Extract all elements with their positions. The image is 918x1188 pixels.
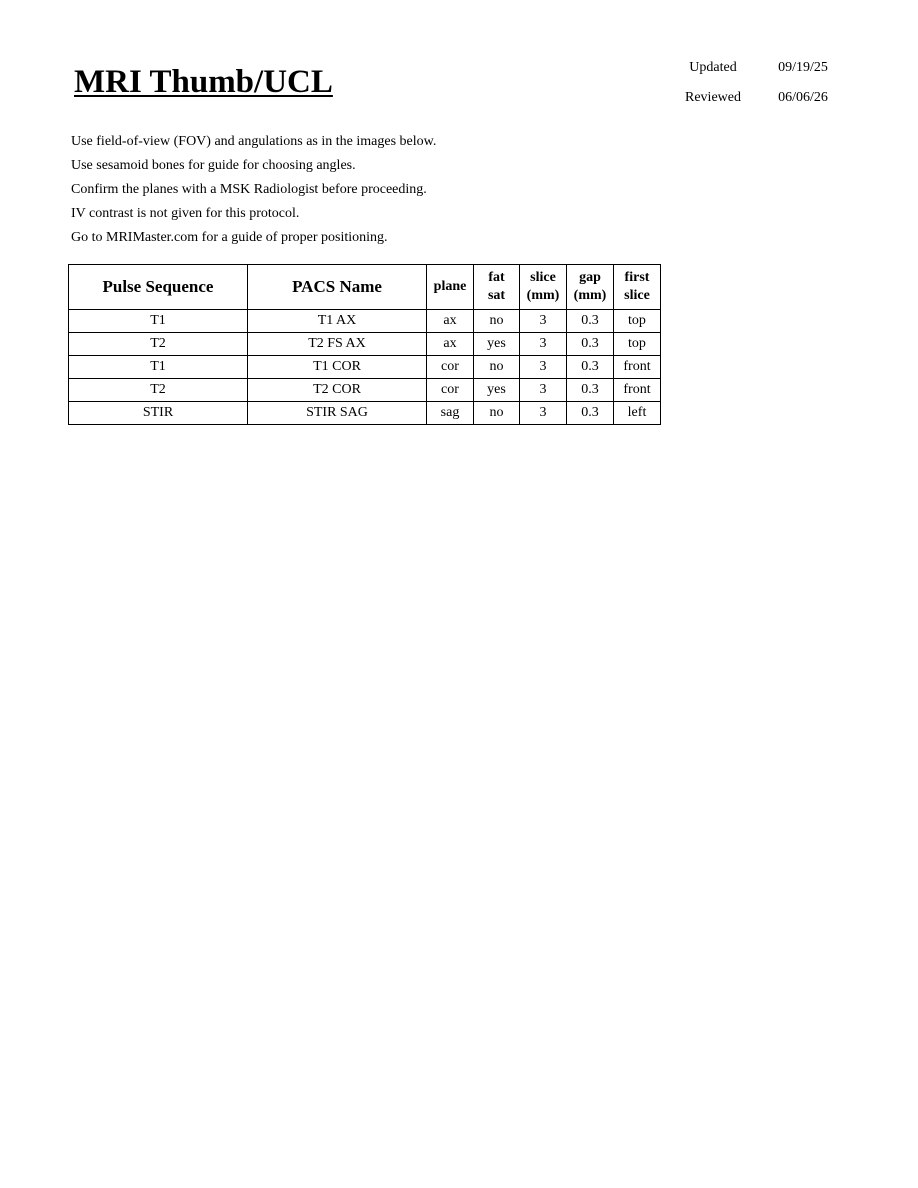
cell-plane: cor (427, 379, 474, 402)
cell-pacs-name: T1 COR (248, 356, 427, 379)
cell-fat-sat: no (474, 402, 520, 425)
updated-label: Updated (689, 60, 737, 75)
cell-plane: ax (427, 310, 474, 333)
header-slice (520, 265, 567, 310)
cell-pulse-sequence: T1 (69, 310, 248, 333)
header-slice-line2: (mm) (526, 288, 560, 303)
page-title: MRI Thumb/UCL (74, 64, 333, 100)
cell-gap: 0.3 (567, 356, 614, 379)
cell-pulse-sequence: T2 (69, 333, 248, 356)
cell-first-slice: top (614, 310, 661, 333)
cell-slice: 3 (520, 356, 567, 379)
cell-fat-sat: yes (474, 379, 520, 402)
header-pacs-name: PACS Name (248, 265, 427, 310)
header-gap-line2: (mm) (573, 288, 607, 303)
updated-date: 09/19/25 (778, 60, 828, 75)
cell-pacs-name: STIR SAG (248, 402, 427, 425)
cell-gap: 0.3 (567, 333, 614, 356)
table-row (69, 402, 661, 425)
instruction-item: Confirm the planes with a MSK Radiologist before proceeding. (71, 182, 427, 197)
header-slice-line1: slice (530, 270, 556, 285)
cell-gap: 0.3 (567, 310, 614, 333)
header-first-slice-line1: first (624, 270, 650, 285)
protocol-table (68, 264, 661, 425)
table-header-row (69, 265, 661, 310)
reviewed-date: 06/06/26 (778, 90, 828, 105)
instruction-item: Go to MRIMaster.com for a guide of proper positioning. (71, 230, 388, 245)
header-first-slice (614, 265, 661, 310)
cell-slice: 3 (520, 333, 567, 356)
cell-plane: cor (427, 356, 474, 379)
header-plane: plane (427, 265, 474, 310)
instruction-item: Use sesamoid bones for guide for choosing angles. (71, 158, 356, 173)
reviewed-label: Reviewed (685, 90, 741, 105)
cell-pacs-name: T2 COR (248, 379, 427, 402)
cell-slice: 3 (520, 379, 567, 402)
cell-pulse-sequence: T2 (69, 379, 248, 402)
instructions-list (71, 133, 436, 253)
table-row (69, 333, 661, 356)
cell-plane: sag (427, 402, 474, 425)
header-pulse-sequence: Pulse Sequence (69, 265, 248, 310)
cell-fat-sat: no (474, 310, 520, 333)
header-gap-line1: gap (579, 270, 601, 285)
header-fat-sat (474, 265, 520, 310)
cell-slice: 3 (520, 310, 567, 333)
cell-pulse-sequence: T1 (69, 356, 248, 379)
cell-pulse-sequence: STIR (69, 402, 248, 425)
cell-slice: 3 (520, 402, 567, 425)
header-first-slice-line2: slice (624, 288, 650, 303)
cell-pacs-name: T2 FS AX (248, 333, 427, 356)
cell-first-slice: left (614, 402, 661, 425)
table-row (69, 310, 661, 333)
cell-gap: 0.3 (567, 379, 614, 402)
header-fat-sat-line2: sat (487, 288, 506, 303)
header-gap (567, 265, 614, 310)
header-fat-sat-line1: fat (488, 270, 505, 285)
cell-first-slice: front (614, 356, 661, 379)
cell-fat-sat: no (474, 356, 520, 379)
cell-gap: 0.3 (567, 402, 614, 425)
table-row (69, 356, 661, 379)
instruction-item: Use field-of-view (FOV) and angulations as in the images below. (71, 134, 437, 149)
cell-fat-sat: yes (474, 333, 520, 356)
table-row (69, 379, 661, 402)
cell-first-slice: front (614, 379, 661, 402)
instruction-item: IV contrast is not given for this protocol. (71, 206, 300, 221)
cell-plane: ax (427, 333, 474, 356)
cell-pacs-name: T1 AX (248, 310, 427, 333)
cell-first-slice: top (614, 333, 661, 356)
